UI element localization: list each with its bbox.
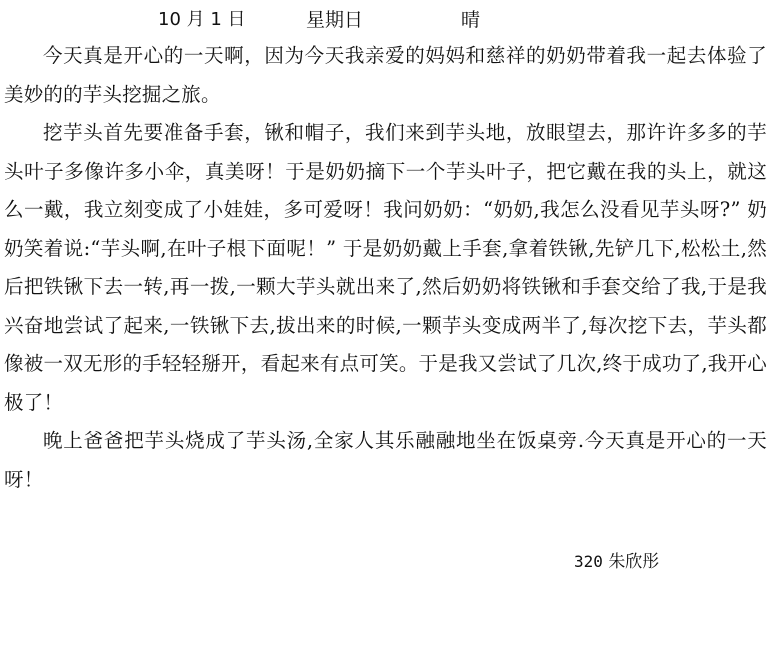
diary-header [0,7,777,33]
diary-weekday: 星期日 [306,9,364,31]
paragraph-evening[interactable]: 晚上爸爸把芋头烧成了芋头汤,全家人其乐融融地坐在饭桌旁.今天真是开心的一天呀！ [4,429,767,491]
author-signature [574,550,659,574]
diary-weather: 晴 [461,9,481,31]
paragraph-intro[interactable]: 今天真是开心的一天啊，因为今天我亲爱的妈妈和慈祥的奶奶带着我一起去体验了美妙的的芋头挖掘之旅。 [4,44,767,106]
paragraph-digging[interactable]: 挖芋头首先要准备手套，锹和帽子，我们来到芋头地，放眼望去，那许许多多的芋头叶子多像许多小伞，真美呀！于是奶奶摘下一个芋头叶子，把它戴在我的头上，就这么一戴，我立刻变成了小娃娃，多可爱呀！我问奶奶：“奶奶,我怎么没看见芋头呀?” 奶奶笑着说:“芋头啊,在叶子根下面呢！” 于是奶奶戴上手套,拿着铁锹,先铲几下,松松土,然后把铁锹下去一转,再一拨,一颗大芋头就出来了,然后奶奶将铁锹和手套交给了我,于是我兴奋地尝试了起来,一铁锹下去,拔出来的时候,一颗芋头变成两半了,每次挖下去，芋头都像被一双无形的手轻轻掰开，看起来有点可笑。于是我又尝试了几次,终于成功了,我开心极了！ [4,121,767,414]
diary-date: 10 月 1 日 [158,9,246,30]
author-name: 朱欣彤 [608,552,660,572]
author-class: 320 [574,552,603,571]
diary-body[interactable] [4,37,767,499]
